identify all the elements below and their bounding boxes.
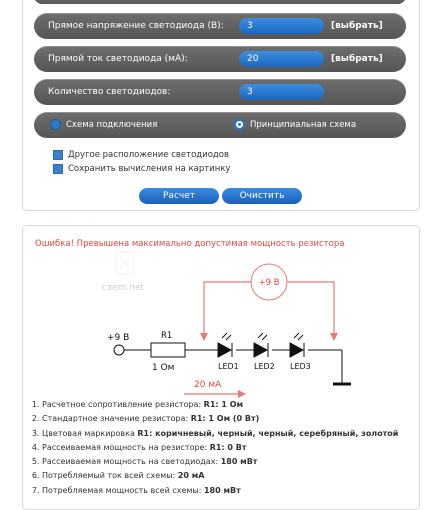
calculate-button[interactable]: Расчет <box>139 188 219 204</box>
results-list <box>22 398 432 498</box>
led1-icon <box>218 333 232 357</box>
connection-scheme-label: Схема подключения <box>66 120 158 130</box>
led2-icon <box>254 333 268 357</box>
input-voltage-label: +9 В <box>107 333 130 343</box>
led-count-label: Количество светодиодов: <box>48 87 171 97</box>
resistor-r1 <box>151 343 185 357</box>
watermark-text: cxem.net <box>102 283 144 293</box>
list-item: 4. Рассеиваемая мощность на резисторе: R1: 0 Вт <box>42 441 432 455</box>
clear-button[interactable]: Очистить <box>222 188 302 204</box>
arrow-down-left-icon <box>200 333 208 341</box>
voltage-pick-link[interactable]: [выбрать] <box>331 21 383 31</box>
save-image-label: Сохранить вычисления на картинку <box>68 164 231 174</box>
current-label: 20 мА <box>194 380 222 390</box>
list-item: 5. Рассеиваемая мощность на светодиодах: 180 мВт <box>42 455 432 469</box>
list-item: 6. Потребляемый ток всей схемы: 20 мА <box>42 469 432 483</box>
watermark-logo <box>116 252 134 274</box>
schematic-label: Принципиальная схема <box>250 120 357 130</box>
current-pick-link[interactable]: [выбрать] <box>331 54 383 64</box>
input-terminal-icon <box>114 345 124 355</box>
supply-label: +9 В <box>258 278 280 288</box>
arrow-down-right-icon <box>330 333 338 341</box>
list-item: 2. Стандартное значение резистора: R1: 1 Ом (0 Вт) <box>42 412 432 426</box>
led1-label: LED1 <box>218 362 239 371</box>
list-item: 7. Потребляемая мощность всей схемы: 180 мВт <box>42 484 432 498</box>
current-label: Прямой ток светодиода (мА): <box>48 54 188 64</box>
voltage-label: Прямое напряжение светодиода (В): <box>48 21 224 31</box>
led3-label: LED3 <box>290 362 311 371</box>
list-item: 1. Расчетное сопротивление резистора: R1: 1 Ом <box>42 398 432 412</box>
resistor-value: 1 Ом <box>152 363 175 373</box>
list-item: 3. Цветовая маркировка R1: коричневый, черный, черный, серебряный, золотой <box>42 427 432 441</box>
current-arrow-icon <box>238 390 246 398</box>
alt-layout-label: Другое расположение светодиодов <box>68 150 229 160</box>
led2-label: LED2 <box>254 362 275 371</box>
resistor-name: R1 <box>161 331 173 341</box>
error-message: Ошибка! Превышена максимально допустимая мощность резистора <box>35 239 345 249</box>
led3-icon <box>290 333 304 357</box>
